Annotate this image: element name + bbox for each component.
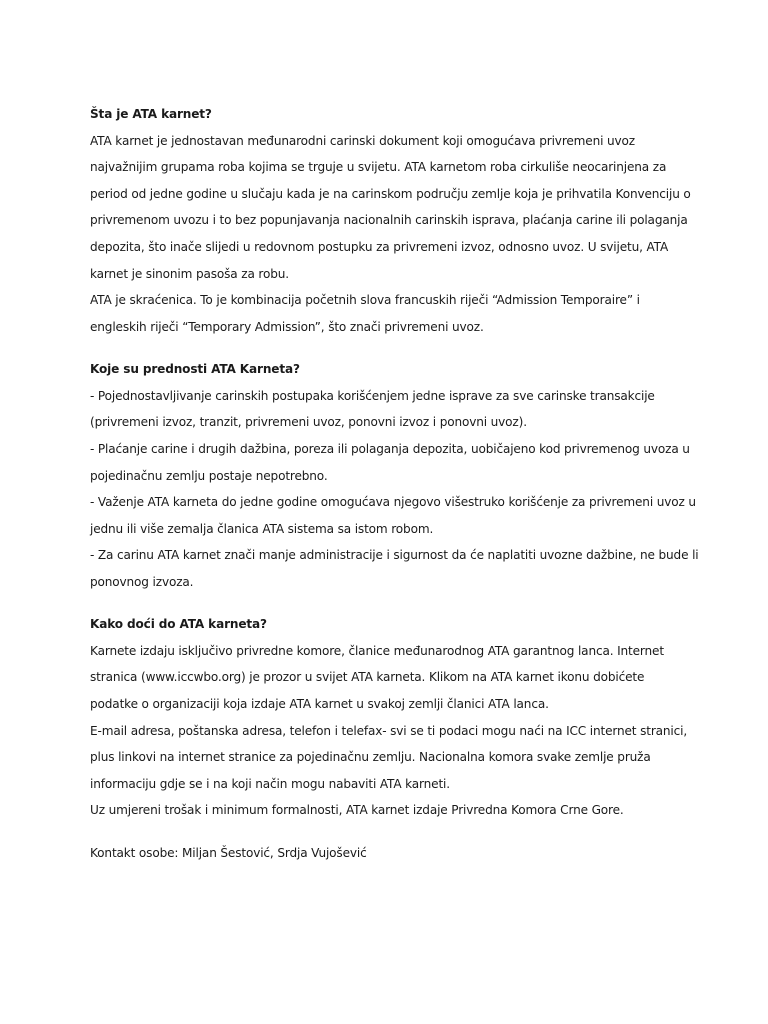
list-item-line: ponovnog izvoza. xyxy=(90,574,194,589)
section-how-to-obtain xyxy=(90,611,690,824)
paragraph-line: depozita, što inače slijedi u redovnom postupku za privremeni izvoz, odnosno uvoz. U svijetu, ATA xyxy=(90,239,669,254)
paragraph-line: engleskih riječi “Temporary Admission”, što znači privremeni uvoz. xyxy=(90,319,484,334)
section-spacer xyxy=(90,340,690,356)
contact-persons: Kontakt osobe: Miljan Šestović, Srdja Vujošević xyxy=(90,845,367,860)
section-what-is-ata xyxy=(90,101,690,340)
document-page xyxy=(90,101,699,866)
paragraph-line: karnet je sinonim pasoša za robu. xyxy=(90,266,289,281)
section-advantages xyxy=(90,356,699,595)
paragraph-line: podatke o organizaciji koja izdaje ATA karnet u svakoj zemlji članici ATA lanca. xyxy=(90,697,549,712)
list-item-line: pojedinačnu zemlju postaje nepotrebno. xyxy=(90,468,328,483)
section-spacer xyxy=(90,595,690,611)
paragraph-line: privremenom uvozu i to bez popunjavanja nacionalnih carinskih isprava, plaćanja carine ili polaganja xyxy=(90,213,688,228)
paragraph-line: stranica (www.iccwbo.org) je prozor u svijet ATA karneta. Klikom na ATA karnet ikonu dobićete xyxy=(90,670,645,685)
section-spacer xyxy=(90,824,690,840)
section-heading: Šta je ATA karnet? xyxy=(90,107,212,121)
list-item-line: (privremeni izvoz, tranzit, privremeni uvoz, ponovni izvoz i ponovni uvoz). xyxy=(90,415,527,430)
list-item-line: - Pojednostavljivanje carinskih postupaka korišćenjem jedne isprave za sve carinske transakcije xyxy=(90,388,655,403)
section-heading: Kako doći do ATA karneta? xyxy=(90,617,267,632)
paragraph-line: ATA je skraćenica. To je kombinacija početnih slova francuskih riječi “Admission Temporaire” i xyxy=(90,293,640,308)
paragraph-line: plus linkovi na internet stranice za pojedinačnu zemlju. Nacionalna komora svake zemlje pruža xyxy=(90,750,651,765)
list-item-line: - Plaćanje carine i drugih dažbina, poreza ili polaganja depozita, uobičajeno kod privremenog uvoza u xyxy=(90,441,690,456)
paragraph-line: informaciju gdje se i na koji način mogu nabaviti ATA karneti. xyxy=(90,776,450,791)
paragraph-line: ATA karnet je jednostavan međunarodni carinski dokument koji omogućava privremeni uvoz xyxy=(90,133,635,148)
list-item-line: jednu ili više zemalja članica ATA sistema sa istom robom. xyxy=(90,521,434,536)
paragraph-line: najvažnijim grupama roba kojima se trguje u svijetu. ATA karnetom roba cirkuliše neocarinjena za xyxy=(90,160,667,175)
paragraph-line: Uz umjereni trošak i minimum formalnosti, ATA karnet izdaje Privredna Komora Crne Gore. xyxy=(90,803,624,818)
list-item-line: - Za carinu ATA karnet znači manje administracije i sigurnost da će naplatiti uvozne dažbine, ne bude li xyxy=(90,548,699,563)
list-item-line: - Važenje ATA karneta do jedne godine omogućava njegovo višestruko korišćenje za privremeni uvoz u xyxy=(90,495,696,510)
section-heading: Koje su prednosti ATA Karneta? xyxy=(90,362,300,377)
paragraph-line: Karnete izdaju isključivo privredne komore, članice međunarodnog ATA garantnog lanca. Internet xyxy=(90,643,664,658)
paragraph-line: E-mail adresa, poštanska adresa, telefon i telefax- svi se ti podaci mogu naći na ICC internet stranici, xyxy=(90,723,688,738)
paragraph-line: period od jedne godine u slučaju kada je na carinskom području zemlje koja je prihvatila Konvenciju o xyxy=(90,186,691,201)
